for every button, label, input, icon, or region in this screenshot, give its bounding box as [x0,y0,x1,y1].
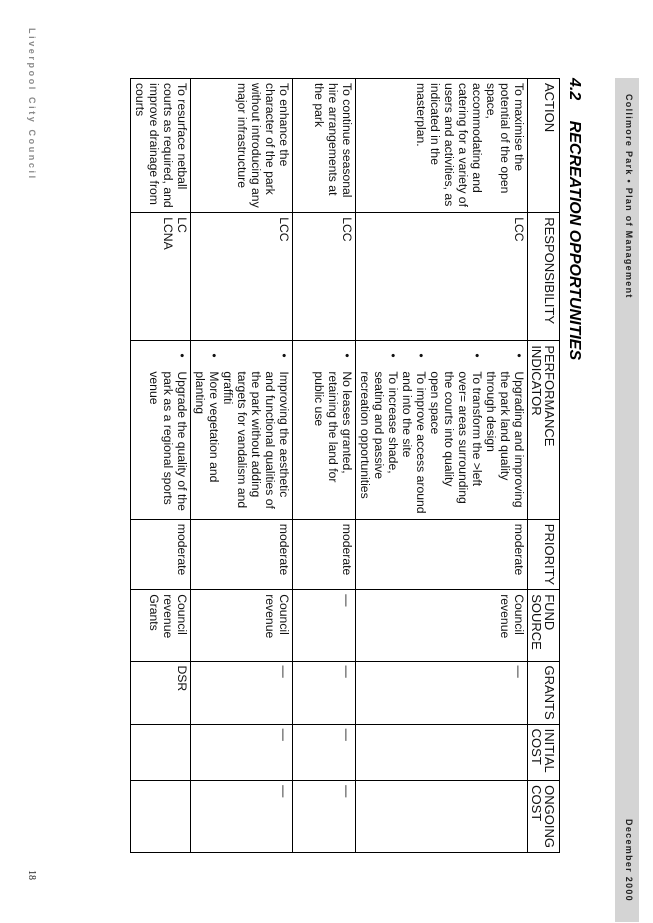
col-grants: GRANTS [528,661,560,724]
action-cell: To maximise the potential of the open space, accommodating and catering for a variety of users and activities, as indicated in the masterplan. [356,79,528,213]
initial-cost-cell: — [293,724,356,780]
priority-cell: moderate [191,519,293,589]
responsibility-cell: LCC [293,213,356,341]
indicator-cell [356,341,528,519]
responsibility-cell: LC LCNA [131,213,191,341]
fund-source-cell: Council revenue Grants [131,590,191,661]
ongoing-cost-cell: — [191,781,293,853]
col-initial-cost: INITIAL COST [528,724,560,780]
action-cell: To continue seasonal hire arrangements at the park [293,79,356,213]
indicator-item: • Improving the aesthetic and functional qualities of the park without adding targets for vandalism and graffiti [221,345,291,514]
indicator-item: • Upgrading and improving the park land quality through design [484,345,526,514]
section-heading [565,78,583,360]
indicator-item: • To transform the >left over= areas surrounding the courts into quality open space [428,345,484,514]
action-cell: To resurface netball courts as required, and improve drainage from courts [131,79,191,213]
grants-cell: — [356,661,528,724]
indicator-item: • To increase shade, seating and passive recreation opportunities [358,345,400,514]
initial-cost-cell [356,724,528,780]
document-title: Collimore Park • Plan of Management [624,94,634,299]
action-cell: To enhance the character of the park without introducing any major infrastructure [191,79,293,213]
indicator-item: • More vegetation and planting [193,345,221,514]
responsibility-cell: LCC [191,213,293,341]
grants-cell: — [191,661,293,724]
col-action: ACTION [528,79,560,213]
col-priority: PRIORITY [528,519,560,589]
footer-organisation: Liverpool City Council [27,28,37,181]
table-header-row [528,79,560,853]
indicator-cell [191,341,293,519]
col-ongoing-cost: ONGOING COST [528,781,560,853]
priority-cell: moderate [131,519,191,589]
fund-source-cell: — [293,590,356,661]
section-title: RECREATION OPPORTUNITIES [566,120,583,361]
grants-cell: DSR [131,661,191,724]
fund-source-cell: Council revenue [356,590,528,661]
table-row [191,79,293,853]
table-row [293,79,356,853]
table-row [356,79,528,853]
indicator-item: • No leases granted, retaining the land for public use [312,345,354,514]
recreation-table [130,78,560,853]
fund-source-cell: Council revenue [191,590,293,661]
ongoing-cost-cell [356,781,528,853]
ongoing-cost-cell: — [293,781,356,853]
header-bar [615,78,639,922]
priority-cell: moderate [293,519,356,589]
initial-cost-cell: — [191,724,293,780]
indicator-item: • Upgrade the quality of the park as a regional sports venue [147,345,189,514]
section-number: 4.2 [566,78,583,101]
priority-cell: moderate [356,519,528,589]
indicator-item: • To improve access around and into the site [400,345,428,514]
ongoing-cost-cell [131,781,191,853]
indicator-cell [293,341,356,519]
grants-cell: — [293,661,356,724]
table-row [131,79,191,853]
col-fund-source: FUND SOURCE [528,590,560,661]
indicator-cell [131,341,191,519]
col-performance-indicator: PERFORMANCE INDICATOR [528,341,560,519]
document-date: December 2000 [624,819,634,902]
initial-cost-cell [131,724,191,780]
responsibility-cell: LCC [356,213,528,341]
page-number: 18 [26,870,37,880]
col-responsibility: RESPONSIBILITY [528,213,560,341]
